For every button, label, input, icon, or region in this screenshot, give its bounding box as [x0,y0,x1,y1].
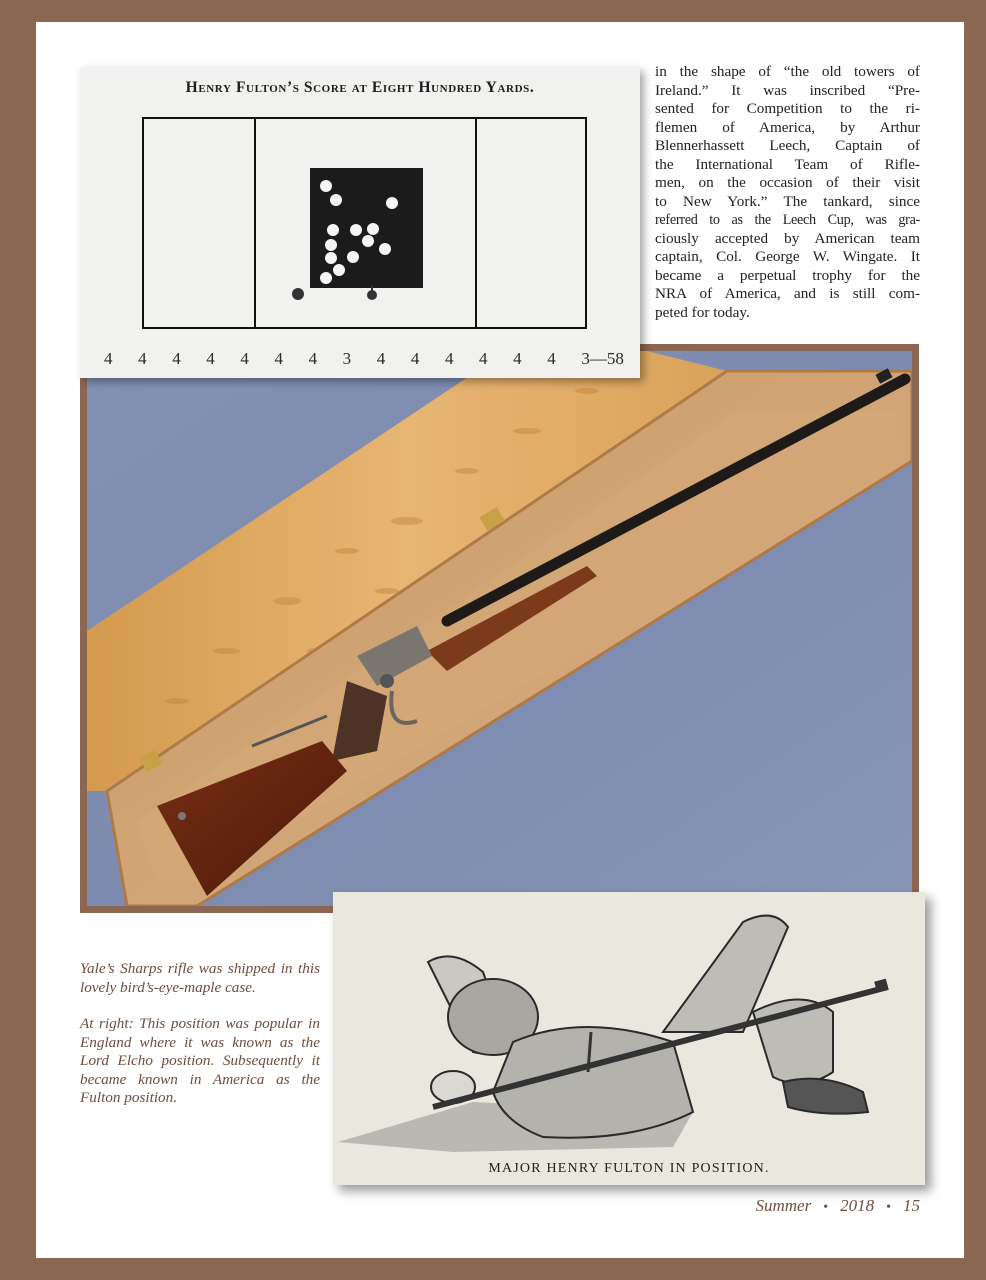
shot-score: 4 [547,349,556,368]
shot-score: 4 [376,349,386,368]
shot-score: 4 [410,349,420,368]
shot-score: 4 [308,349,318,368]
text-line: became a perpetual trophy for the [655,266,920,284]
shot-score: 4 [513,349,522,368]
text-line: ciously accepted by American team [655,229,920,247]
rifle-photo [87,351,912,906]
text-line: referred to as the Leech Cup, was gra- [655,212,920,228]
shot-score-total: 3—58 [581,349,624,368]
shot-score: 4 [444,349,454,368]
article-body-text [655,63,920,322]
score-card-image [80,67,640,378]
shot-score: 4 [138,349,147,368]
score-row [104,349,624,369]
text-line: NRA of America, and is still com- [655,285,920,302]
caption-paragraph: Yale’s Sharps rifle was shipped in this lovely bird’s-eye-maple case. [80,960,320,996]
fulton-engraving [333,892,925,1185]
target-diagram [80,67,640,378]
folio-year: 2018 [840,1196,875,1215]
shot-score: 4 [274,349,283,368]
folio-season: Summer [755,1196,812,1215]
shot-score: 4 [240,349,249,368]
text-line: captain, Col. George W. Wingate. It [655,248,920,265]
text-line: in the shape of “the old towers of [655,63,920,80]
text-line: peted for today. [655,303,750,321]
caption-paragraph: At right: This position was popular in England where it was known as the Lord Elcho position. Subsequently it became known in America as the Fulton position. [80,1015,320,1106]
shot-score: 4 [479,349,488,368]
bullet-separator: • [886,1200,891,1215]
shot-score: 4 [104,349,113,368]
page-folio [755,1196,920,1216]
photo-caption [80,960,320,1126]
page-number: 15 [903,1196,920,1215]
text-line: Blennerhassett Leech, Captain of [655,137,920,154]
rifle-photo-frame [80,344,919,913]
text-line: to New York.” The tankard, since [655,192,920,210]
shot-score: 3 [342,349,352,368]
miss-marks [292,286,377,300]
bullet-separator: • [823,1200,829,1215]
text-line: Ireland.” It was inscribed “Pre- [655,81,920,99]
text-line: the International Team of Rifle- [655,155,920,173]
engraving-caption: MAJOR HENRY FULTON IN POSITION. [488,1161,770,1176]
score-card-title: Henry Fulton’s Score at Eight Hundred Yards. [185,79,535,96]
text-line: men, on the occasion of their visit [655,174,920,191]
shot-score: 4 [206,349,215,368]
shot-score: 4 [172,349,181,368]
text-line: sented for Competition to the ri- [655,100,920,117]
prone-rifleman-illustration [333,892,925,1185]
rifle-case-illustration [87,351,912,906]
text-line: flemen of America, by Arthur [655,118,920,136]
